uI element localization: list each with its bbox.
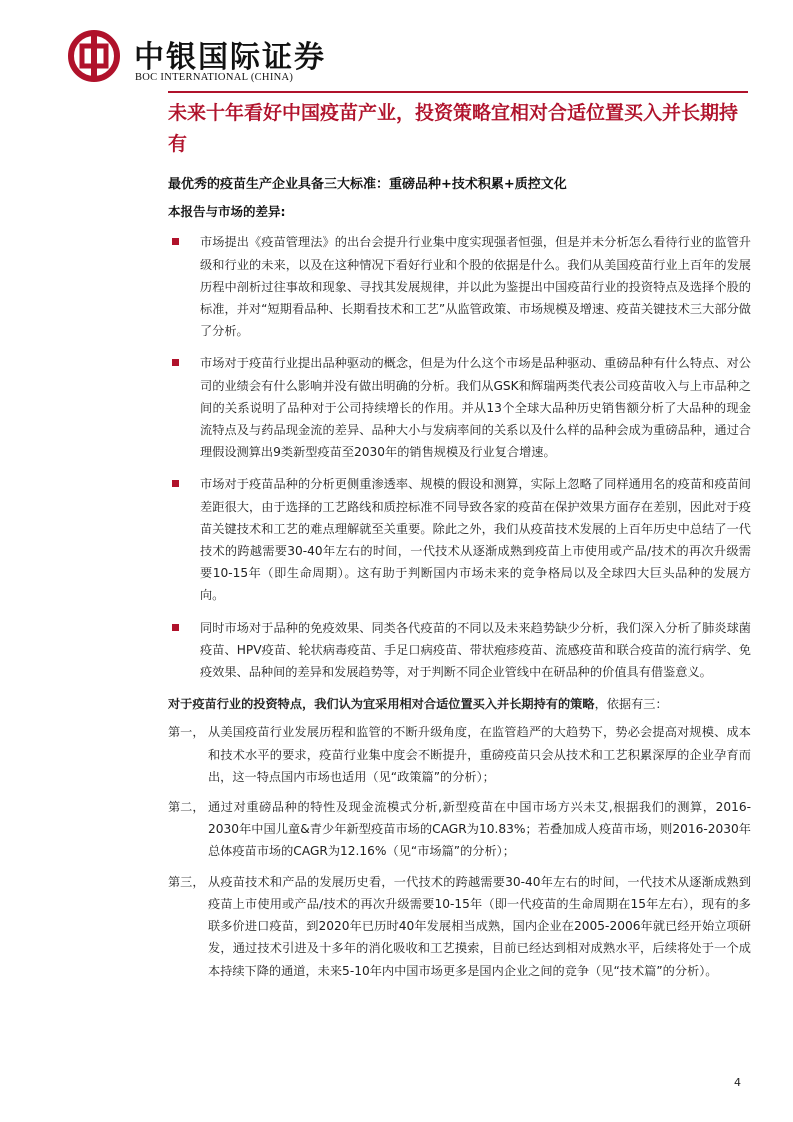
bullet-text: 市场对于疫苗行业提出品种驱动的概念，但是为什么这个市场是品种驱动、重磅品种有什么特点、对公司的业绩会有什么影响并没有做出明确的分析。我们从GSK和辉瑞两类代表公司疫苗收入与上市品种之间的关系说明了品种对于公司持续增长的作用。并从13个全球大品种历史销售额分析了大品种的现金流特点及与药品现金流的差异、品种大小与发病率间的关系以及什么样的品种会成为重磅品种，通过合理假设测算出9类新型疫苗至2030年的销售规模及行业复合增速。 xyxy=(200,356,751,460)
bullet-square-icon xyxy=(172,480,179,487)
reason-item xyxy=(168,871,751,982)
bullet-text: 同时市场对于品种的免疫效果、同类各代疫苗的不同以及未来趋势缺少分析，我们深入分析了肺炎球菌疫苗、HPV疫苗、轮状病毒疫苗、手足口病疫苗、带状疱疹疫苗、流感疫苗和联合疫苗的流行病学、免疫效果、品种间的差异和发展趋势等，对于判断不同企业管线中在研品种的价值具有借鉴意义。 xyxy=(200,620,751,680)
difference-heading: 本报告与市场的差异: xyxy=(168,204,286,220)
reason-label: 第一， xyxy=(168,725,205,740)
page-title: 未来十年看好中国疫苗产业，投资策略宜相对合适位置买入并长期持有 xyxy=(168,102,739,155)
main-content xyxy=(168,174,751,990)
bullet-square-icon xyxy=(172,624,179,631)
reason-label: 第三， xyxy=(168,874,205,889)
boc-logo-icon xyxy=(68,30,120,82)
section-heading: 最优秀的疫苗生产企业具备三大标准：重磅品种+技术积累+质控文化 xyxy=(168,177,567,192)
reason-text: 从美国疫苗行业发展历程和监管的不断升级角度，在监管趋严的大趋势下，势必会提高对规模、成本和技术水平的要求，疫苗行业集中度会不断提升，重磅疫苗只会从技术和工艺积累深厚的企业孕育而出，这一特点国内市场也适用（见“政策篇”的分析）； xyxy=(208,725,751,784)
bullet-item xyxy=(168,352,751,463)
strategy-bold-text: 对于疫苗行业的投资特点，我们认为宜采用相对合适位置买入并长期持有的策略 xyxy=(168,697,595,712)
bullet-text: 市场提出《疫苗管理法》的出台会提升行业集中度实现强者恒强，但是并未分析怎么看待行业的监管升级和行业的未来，以及在这种情况下看好行业和个股的依据是什么。我们从美国疫苗行业上百年的发展历程中剖析过往事故和现象、寻找其发展规律，并以此为鉴提出中国疫苗行业的投资特点及选择个股的标准，并对“短期看品种、长期看技术和工艺”从监管政策、市场规模及增速、疫苗关键技术三大部分做了分析。 xyxy=(200,235,751,339)
bullet-item xyxy=(168,617,751,684)
header-divider xyxy=(168,91,748,93)
strategy-tail-text: ，依据有三： xyxy=(594,697,668,712)
company-name-cn: 中银国际证券 xyxy=(134,40,326,75)
page-number: 4 xyxy=(734,1076,741,1089)
strategy-paragraph xyxy=(168,693,751,715)
reason-item xyxy=(168,796,751,863)
reason-item xyxy=(168,721,751,788)
bullet-item xyxy=(168,231,751,342)
company-name-en: BOC INTERNATIONAL (CHINA) xyxy=(135,72,294,83)
reason-text: 从疫苗技术和产品的发展历史看，一代技术的跨越需要30-40年左右的时间，一代技术从逐渐成熟到疫苗上市使用或产品/技术的再次升级需要10-15年（即一代疫苗的生命周期在15年左右），现有的多联多价进口疫苗，到2020年已历时40年发展相当成熟，国内企业在2005-2006年就已经开始立项研发，通过技术引进及十多年的消化吸收和工艺摸索，目前已经达到相对成熟水平，后续将处于一个成本持续下降的通道，未来5-10年内中国市场更多是国内企业之间的竞争（见“技术篇”的分析）。 xyxy=(208,874,751,978)
bullet-text: 市场对于疫苗品种的分析更侧重渗透率、规模的假设和测算，实际上忽略了同样通用名的疫苗和疫苗间差距很大，由于选择的工艺路线和质控标准不同导致各家的疫苗在保护效果方面存在差别，因此对于疫苗关键技术和工艺的难点理解就至关重要。除此之外，我们从疫苗技术发展的上百年历史中总结了一代技术的跨越需要30-40年左右的时间，一代技术从逐渐成熟到疫苗上市使用或产品/技术的再次升级需要10-15年（即生命周期）。这有助于判断国内市场未来的竞争格局以及全球四大巨头品种的发展方向。 xyxy=(200,477,751,603)
bullet-square-icon xyxy=(172,238,179,245)
reason-text: 通过对重磅品种的特性及现金流模式分析,新型疫苗在中国市场方兴未艾,根据我们的测算，2016-2030年中国儿童&青少年新型疫苗市场的CAGR为10.83%；若叠加成人疫苗市场，则2016-2030年总体疫苗市场的CAGR为12.16%（见“市场篇”的分析）； xyxy=(208,800,751,859)
bullet-item xyxy=(168,473,751,606)
bullet-square-icon xyxy=(172,359,179,366)
reason-label: 第二， xyxy=(168,800,205,815)
page-header xyxy=(68,22,748,86)
